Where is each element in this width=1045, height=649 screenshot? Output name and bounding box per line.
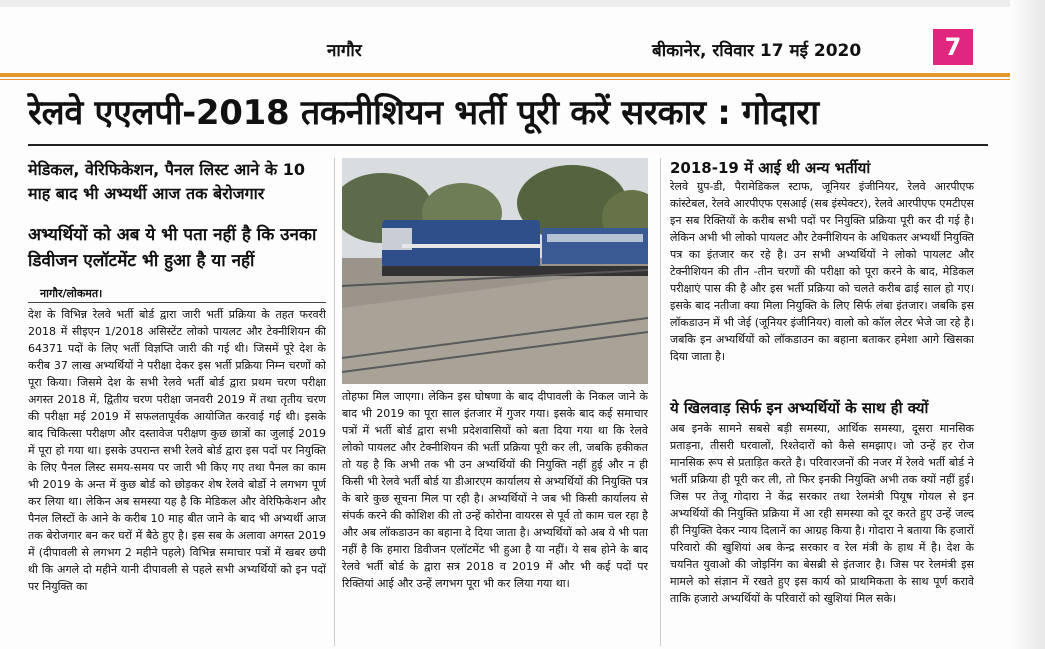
byline: नागौर/लोकमत। (40, 287, 103, 300)
subhead-other-recruitments: 2018-19 में आई थी अन्य भर्तीयां (670, 159, 871, 177)
article-column-2: तोहफा मिल जाएगा। लेकिन इस घोषणा के बाद दीपावली के निकल जाने के बाद भी 2019 का पूरा साल इंतजार में गुजर गया। इसके बाद कई समाचार पत्रों में भर्ती बोर्ड द्वारा सभी प्रदेशवासियों को बता दिया गया था कि रेलवे लोको पायलट और टेक्नीशियन की भर्ती प्रक्रिया पूरी कर ली, जबकि हकीकत तो यह है कि अभी तक भी उन अभ्यर्थियों की नियुक्ति नहीं हुई और न ही किसी भी रेलवे भर्ती बोर्ड या डीआरएम कार्यालय से अभ्यर्थियों की नियुक्ति पत्र के बारे कुछ सूचना मिल पा रही है। अभ्यर्थियों ने जब भी किसी कार्यालय से संपर्क करने की कोशिश की तो उन्हें कोरोना वायरस से पूर्व तो काम चल रहा है और अब लॉकडाउन का बहाना दे दिया जाता है। अभ्यर्थियों को अब ये भी पता नहीं है कि हमारा डिवीजन एलॉटमेंट भी हुआ है या नहीं। ये सब होने के बाद रेलवे भर्ती बोर्ड के द्वारा सत्र 2018 व 2019 में और भी कई पदों पर रिक्तियां आई और उन्हें लगभग पूरा भी कर लिया गया था। (342, 390, 648, 590)
deck-line-1: मेडिकल, वेरिफिकेशन, पैनल लिस्ट आने के 10 माह बाद भी अभ्यर्थी आज तक बेरोजगार (28, 160, 305, 203)
column-divider (660, 158, 661, 646)
column-divider (334, 158, 335, 646)
headline: रेलवे एएलपी-2018 तकनीशियन भर्ती पूरी करें सरकार : गोदारा (28, 93, 819, 133)
train-illustration (342, 158, 648, 384)
deck-line-2: अभ्यर्थियों को अब ये भी पता नहीं है कि उनका डिवीजन एलॉटमेंट भी हुआ है या नहीं (28, 225, 317, 271)
article-column-1: देश के विभिन्न रेलवे भर्ती बोर्ड द्वारा जारी भर्ती प्रक्रिया के तहत फरवरी 2018 में सीइएन 1/2018 असिस्टेंट लोको पायलट और टेक्नीशियन की 64371 पदों के लिए भर्ती विज्ञप्ति जारी की गई थी। जिसमें पूरे देश के करीब 37 लाख अभ्यर्थियों ने परीक्षा देकर इस भर्ती प्रक्रिया निम्न चरणों को पूरा किया। जिसमे देश के सभी रेलवे भर्ती बोर्ड द्वारा प्रथम चरण परीक्षा अगस्त 2018 में, द्वितीय चरण परीक्षा जनवरी 2019 में तथा तृतीय चरण की परीक्षा मई 2019 में सफलतापूर्वक आयोजित करवाई गई थी। इसके बाद चिकित्सा परीक्षण और दस्तावेज परीक्षण कुछ छात्रों का जुलाई 2019 में पूरा हो गया था। इसके उपरान्त सभी रेलवे बोर्ड द्वारा इस पदों पर नियुक्ति के लिए पैनल लिस्ट समय-समय पर जारी भी किए गए तथा पैनल का काम भी 2019 के अन्त में कुछ बोर्ड को छोड़कर शेष रेलवे बोर्डो ने लगभग पूर्ण कर लिया था। लेकिन अब समस्या यह है कि मेडिकल और वेरिफिकेशन और पैनल लिस्टों के आने के करीब 10 माह बीत जाने के बाद भी अभ्यर्थी आज तक बेरोजगार बन कर घरों में बैठे हुए है। इस सब के अलावा अगस्त 2019 में (दीपावली से लगभग 2 महीने पहले) विभिन्न समाचार पत्रों में खबर छपी थी कि अगले दो महीने यानी दीपावली से पहले सभी अभ्यर्थियों को इन पदों पर नियुक्ति का (28, 308, 326, 593)
page-number-badge: 7 (933, 29, 973, 65)
coach-windows (547, 234, 643, 242)
subhead-why-only: ये खिलवाड़ सिर्फ इन अभ्यर्थियों के साथ ही क्यों (670, 399, 929, 417)
section-name: नागौर (327, 41, 362, 61)
byline-rule (28, 302, 326, 303)
loco-stripe (402, 244, 540, 248)
top-band (0, 0, 1045, 7)
article-column-3b: अब इनके सामने सबसे बड़ी समस्या, आर्थिक समस्या, दूसरा मानसिक प्रताड़ना, तीसरी घरवालों, रिश्तेदारों को कैसे समझाए। जो उन्हें हर रोज मानसिक रूप से प्रताड़ित करते है। परिवारजनों की नजर में रेलवे भर्ती बोर्ड ने भर्ती प्रक्रिया ही पूरी कर ली, तो फिर इनकी नियुक्ति अभी तक क्यों नहीं हुई। जिस पर तेजू गोदारा ने केंद्र सरकार तथा रेलमंत्री पियूष गोयल से इन अभ्यर्थियों की नियुक्ति प्रक्रिया में आ रही समस्या को दूर करते हुए उन्हें जल्द ही नियुक्ति देकर न्याय दिलानें का आग्रह किया है। गोदारा ने बताया कि हजारों परिवारो की खुशियां अब केन्द्र सरकार व रेल मंत्री के हाथ में है। देश के चयनित युवाओ की जोइनिंग का बेसब्री से इंतजार है। जिस पर रेलमंत्री इस मामले को संज्ञान में रखते हुए इस कार्य को प्राथमिकता के साथ पूर्ण करावे ताकि हजारो अभ्यर्थियों के परिवारों को खुशियां मिल सके। (670, 422, 974, 605)
page-edge-shadow (1010, 0, 1045, 649)
train-photo (342, 158, 648, 384)
article-column-3a: रेलवे ग्रुप-डी, पैरामेडिकल स्टाफ, जूनियर इंजीनियर, रेलवे आरपीएफ कांस्टेबल, रेलवे आरपीएफ एसआई (सब इंस्पेक्टर), रेलवे आरपीएफ एमटीएस इन सब रिक्तियों के करीब सभी पदों पर नियुक्ति प्रक्रिया पूरी कर दी गई है। लेकिन अभी भी लोको पायलट और टेक्नीशियन के अधिकतर अभ्यर्थी नियुक्ति पत्र का इंतजार कर रहे है। उन सभी अभ्यर्थियों ने लोको पायलट और टेक्नीशियन की तीन -तीन चरणों की परीक्षा को पूरा करने के बाद, मेडिकल परीक्षाएं पास की है और इस भर्ती प्रक्रिया को चलते करीब ढाई साल हो गए। इसके बाद नतीजा क्या मिला नियुक्ति के लिए सिर्फ लंबा इंतजार। जबकि इस लॉकडाउन में भी जेई (जूनियर इंजीनियर) वालो को कॉल लेटर भेजे जा रहे है। जबकि इन अभ्यर्थियों को लॉकडाउन का बहाना बताकर हमेशा आगे खिसका दिया जाता है। (670, 180, 974, 363)
header-rule (0, 73, 1045, 77)
undercarriage (382, 266, 648, 276)
dateline: बीकानेर, रविवार 17 मई 2020 (652, 41, 862, 61)
header-rule-thin (0, 79, 1045, 80)
headline-rule (28, 144, 988, 146)
coach (542, 228, 648, 264)
